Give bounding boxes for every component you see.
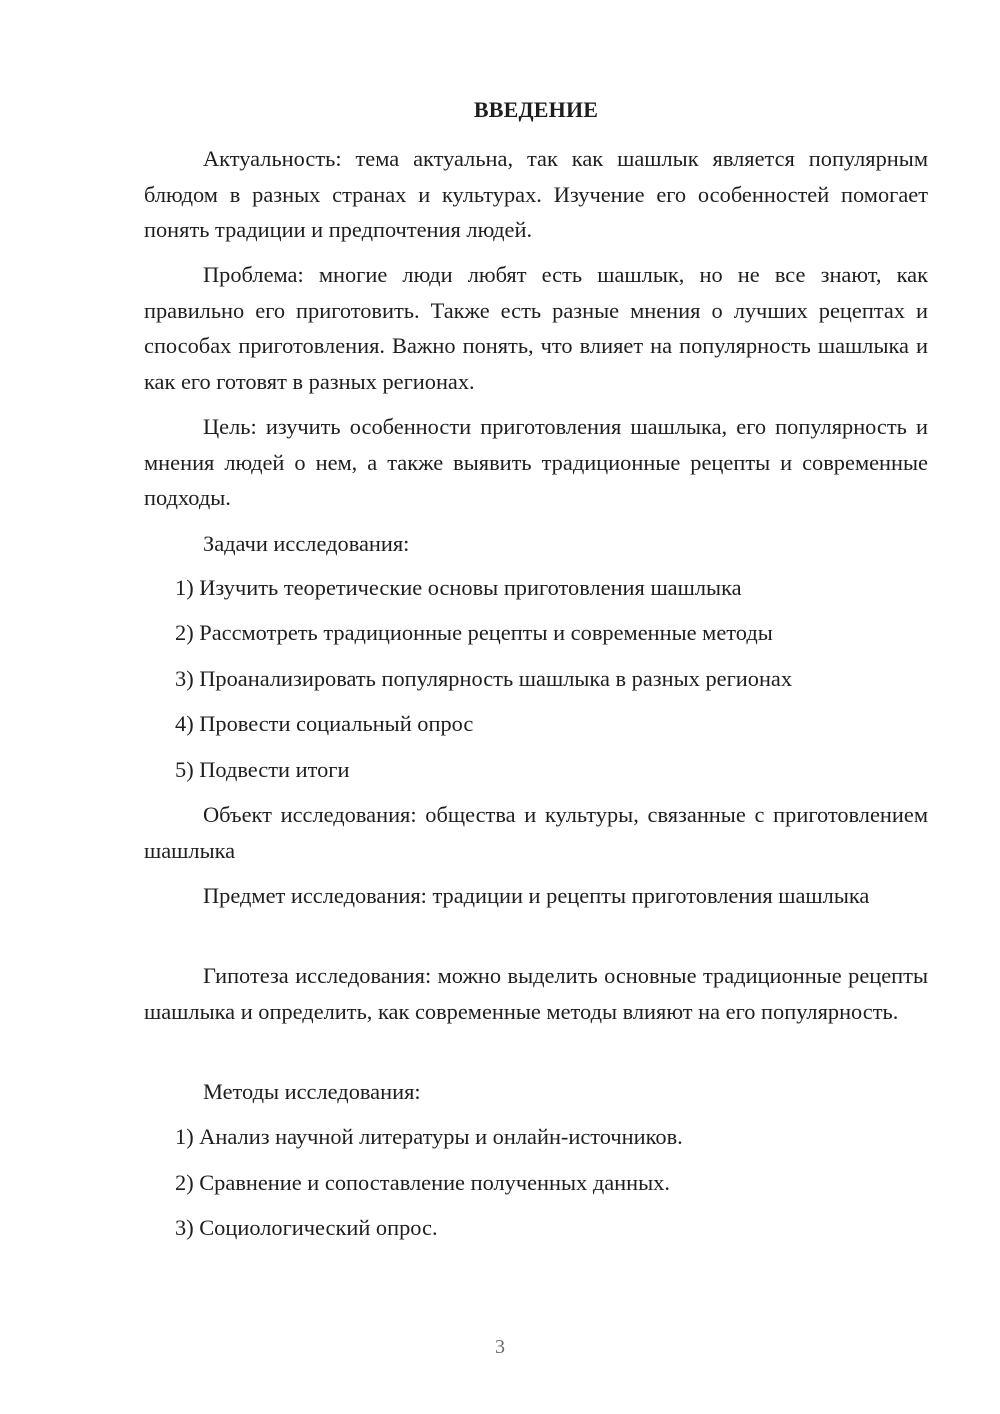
task-item: 4) Провести социальный опрос [175, 711, 474, 736]
hypothesis-paragraph: Гипотеза исследования: можно выделить основные традиционные рецепты шашлыка и определить, как современные методы влияют на его популярность. [144, 963, 928, 1024]
subject-paragraph: Предмет исследования: традиции и рецепты приготовления шашлыка [203, 883, 870, 908]
relevance-paragraph: Актуальность: тема актуальна, так как шашлык является популярным блюдом в разных странах и культурах. Изучение его особенностей помогает понять традиции и предпочтения людей. [144, 146, 928, 242]
tasks-heading: Задачи исследования: [203, 531, 410, 556]
task-item: 1) Изучить теоретические основы приготовления шашлыка [175, 575, 742, 600]
method-item: 1) Анализ научной литературы и онлайн-источников. [175, 1124, 683, 1149]
problem-paragraph: Проблема: многие люди любят есть шашлык, но не все знают, как правильно его приготовить. Также есть разные мнения о лучших рецептах и способах приготовления. Важно понять, что влияет на популярность шашлыка и как его готовят в разных регионах. [144, 262, 928, 394]
task-item: 5) Подвести итоги [175, 757, 350, 782]
task-item: 2) Рассмотреть традиционные рецепты и современные методы [175, 620, 773, 645]
goal-paragraph: Цель: изучить особенности приготовления шашлыка, его популярность и мнения людей о нем, а также выявить традиционные рецепты и современные подходы. [144, 414, 928, 510]
section-title: ВВЕДЕНИЕ [473, 97, 599, 122]
task-item: 3) Проанализировать популярность шашлыка в разных регионах [175, 666, 793, 691]
methods-heading: Методы исследования: [203, 1079, 421, 1104]
page-number: 3 [495, 1336, 505, 1358]
method-item: 2) Сравнение и сопоставление полученных данных. [175, 1170, 670, 1195]
method-item: 3) Социологический опрос. [175, 1215, 438, 1240]
object-paragraph: Объект исследования: общества и культуры, связанные с приготовлением шашлыка [144, 802, 928, 863]
